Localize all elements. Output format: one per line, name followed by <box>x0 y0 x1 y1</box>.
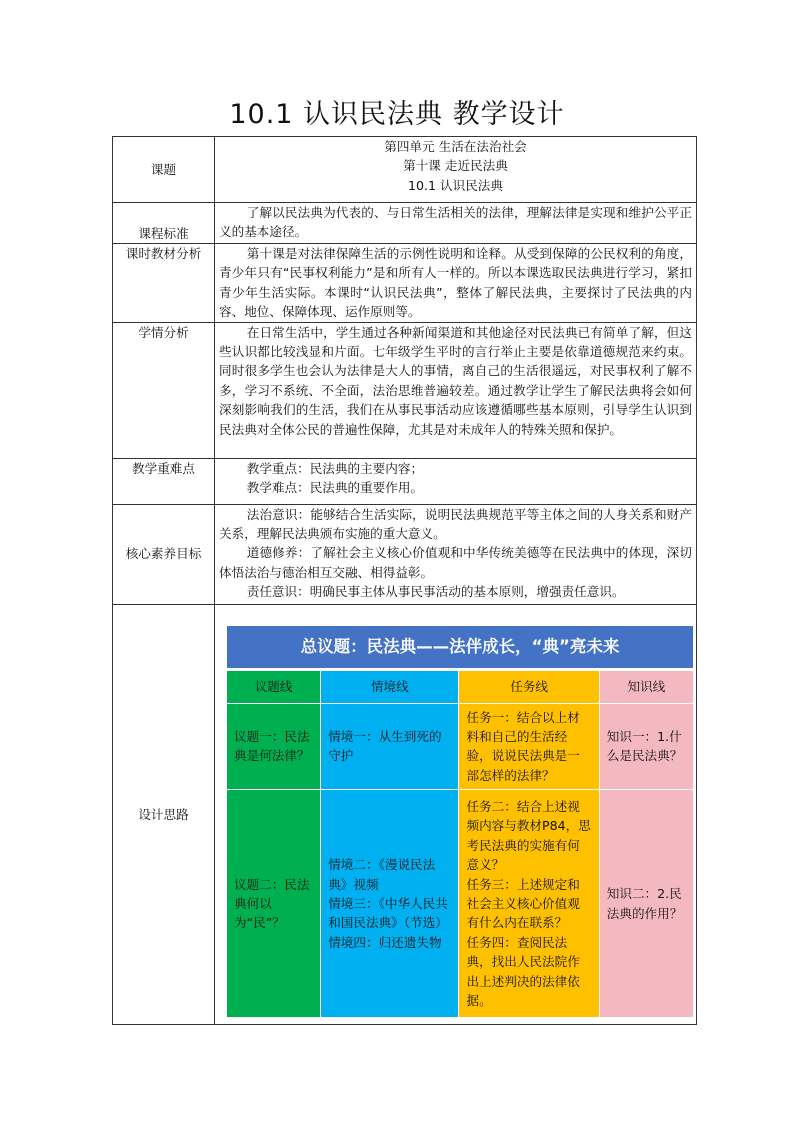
document-title: 10.1 认识民法典 教学设计 <box>229 99 565 130</box>
literacy-responsibility: 责任意识：明确民事主体从事民事活动的基本原则，增强责任意识。 <box>246 584 625 600</box>
literacy-label: 核心素养目标 <box>113 504 215 604</box>
context-3: 情境三：《中华人民共和国民法典》（节选） <box>328 896 448 931</box>
header-knowledge-line: 知识线 <box>599 669 693 703</box>
context-4: 情境四：归还遗失物 <box>328 934 442 950</box>
flow-header-row <box>227 669 694 703</box>
standard-text: 了解以民法典为代表的、与日常生活相关的法律，理解法律是实现和维护公平正义的基本途径。 <box>219 205 692 240</box>
task-2: 任务二：结合上述视频内容与教材P84，思考民法典的实施有何意义？ <box>466 799 591 873</box>
row-design <box>113 604 697 1025</box>
literacy-moral: 道德修养：了解社会主义核心价值观和中华传统美德等在民法典中的体现，深切体悟法治与德治相互交融、相得益彰。 <box>219 545 692 580</box>
context-2: 情境二：《漫说民法典》视频 <box>328 857 436 892</box>
row-literacy <box>113 504 697 604</box>
row-standard <box>113 203 697 244</box>
tasks-2 <box>459 790 599 1018</box>
keypoints-label: 教学重难点 <box>113 458 215 504</box>
contexts-2 <box>321 790 459 1018</box>
learner-label: 学情分析 <box>113 322 215 458</box>
topic-content <box>215 137 697 203</box>
literacy-law: 法治意识：能够结合生活实际，说明民法典规范平等主体之间的人身关系和财产关系，理解民法典颁布实施的重大意义。 <box>219 506 692 542</box>
keypoints-focus: 教学重点：民法典的主要内容； <box>246 460 424 476</box>
row-keypoints <box>113 458 697 504</box>
topic-section: 10.1 认识民法典 <box>407 177 503 193</box>
header-context-line: 情境线 <box>321 669 459 703</box>
learner-text: 在日常生活中，学生通过各种新闻渠道和其他途径对民法典已有简单了解，但这些认识都比较浅显和片面。七年级学生平时的言行举止主要是依靠道德规范来约束。同时很多学生也会认为法律是大人的事情，离自己的生活很遥远，对民事权利了解不多，学习不系统、不全面，法治思维普遍较差。通过教学让学生了解民法典将会如何深刻影响我们的生活，我们在从事民事活动应该遵循哪些基本原则，引导学生认识到民法典对全体公民的普遍性保障，尤其是对未成年人的特殊关照和保护。 <box>219 324 692 437</box>
learner-content <box>215 322 697 458</box>
analysis-content <box>215 244 697 323</box>
task-1: 任务一：结合以上材料和自己的生活经验，说说民法典是一部怎样的法律？ <box>459 703 599 790</box>
lesson-plan-table <box>112 136 697 1025</box>
flow-row-1 <box>227 703 694 790</box>
literacy-content <box>215 504 697 604</box>
header-task-line: 任务线 <box>459 669 599 703</box>
flow-row-2 <box>227 790 694 1018</box>
task-3: 任务三：上述规定和社会主义核心价值观有什么内在联系？ <box>466 876 580 931</box>
row-topic <box>113 137 697 203</box>
knowledge-1: 知识一：1.什么是民法典？ <box>599 703 693 790</box>
context-1: 情境一：从生到死的守护 <box>321 703 459 790</box>
issue-1: 议题一：民法典是何法律？ <box>227 703 321 790</box>
design-label: 设计思路 <box>113 604 215 1025</box>
standard-content <box>215 203 697 244</box>
overall-issue-banner: 总议题：民法典——法伴成长，“典”亮未来 <box>227 625 694 669</box>
header-issue-line: 议题线 <box>227 669 321 703</box>
row-analysis <box>113 244 697 323</box>
topic-unit: 第四单元 生活在法治社会 <box>384 139 527 154</box>
standard-label: 课程标准 <box>113 203 215 244</box>
design-flow-table <box>226 625 694 1019</box>
keypoints-difficulty: 教学难点：民法典的重要作用。 <box>246 480 424 496</box>
topic-label: 课题 <box>113 137 215 203</box>
task-4: 任务四：查阅民法典，找出人民法院作出上述判决的法律依据。 <box>466 934 580 1009</box>
issue-2: 议题二：民法典何以为“民”？ <box>227 790 321 1018</box>
row-learner <box>113 322 697 458</box>
analysis-label: 课时教材分析 <box>113 244 215 323</box>
topic-lesson: 第十课 走近民法典 <box>403 158 508 174</box>
keypoints-content <box>215 458 697 504</box>
analysis-text: 第十课是对法律保障生活的示例性说明和诠释。从受到保障的公民权利的角度，青少年只有“民事权利能力”是和所有人一样的。所以本课选取民法典进行学习，紧扣青少年生活实际。本课时“认识民法典”，整体了解民法典，主要探讨了民法典的内容、地位、保障体现、运作原则等。 <box>219 246 692 320</box>
design-content <box>215 604 697 1025</box>
knowledge-2: 知识二：2.民法典的作用？ <box>599 790 693 1018</box>
